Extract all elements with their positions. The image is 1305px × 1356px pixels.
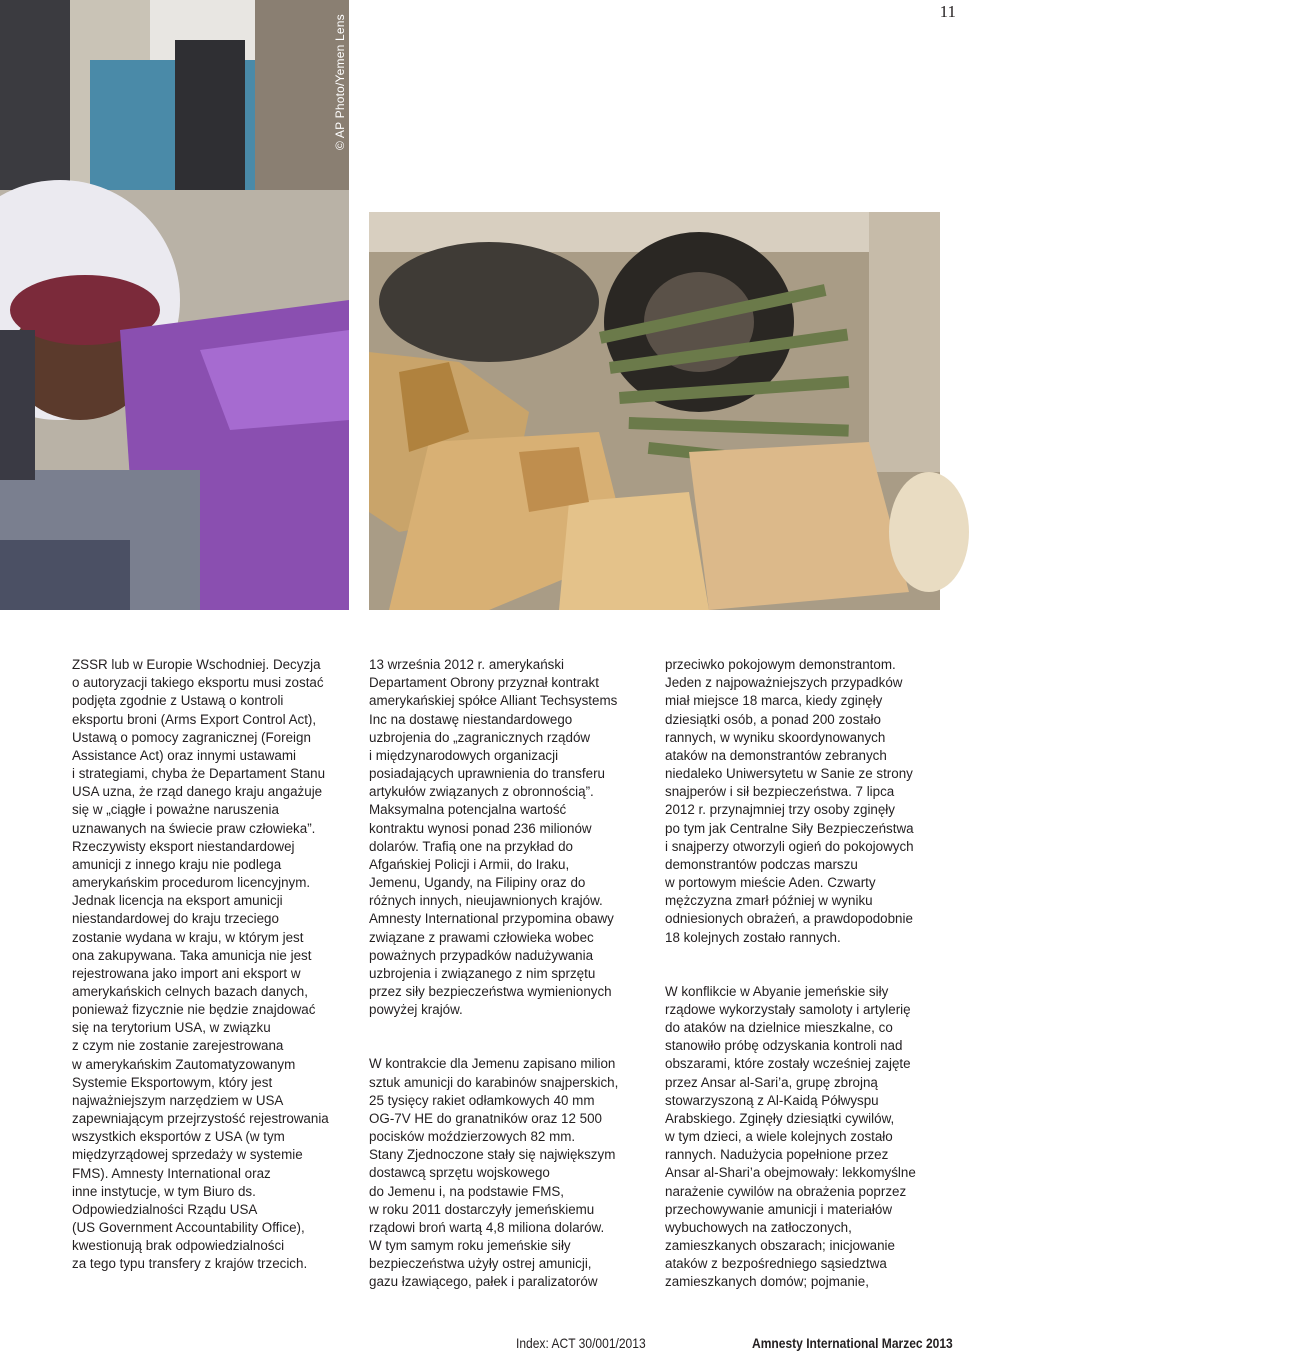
photo-right-image	[369, 212, 940, 610]
photo-right	[369, 212, 1305, 610]
photo-left	[0, 0, 349, 610]
paragraph: przeciwko pokojowym demonstrantom. Jeden z najpoważniejszych przypadków miał miejsce 18 marca, kiedy zginęły dziesiątki osób, a ponad 200 zostało rannych, w wyniku skoordynowanych ataków na demonstrantów zebranych niedaleko Uniwersytetu w Sanie ze strony snajperów i sił bezpieczeństwa. 7 lipca 2012 r. przynajmniej trzy osoby zginęły po tym jak Centralne Siły Bezpieczeństwa i snajperzy otworzyli ogień do pokojowych demonstrantów podczas marszu w portowym mieście Aden. Czwarty mężczyzna zmarł później w wyniku odniesionych obrażeń, a prawdopodobnie 18 kolejnych zostało rannych.	[665, 657, 914, 945]
page-number: 11	[939, 2, 956, 21]
text-column-1	[72, 638, 362, 1292]
footer-index: Index: ACT 30/001/2013	[516, 1335, 646, 1351]
text-column-3	[665, 638, 955, 1310]
photo-left-image	[0, 0, 349, 610]
paragraph: ZSSR lub w Europie Wschodniej. Decyzja o autoryzacji takiego eksportu musi zostać podjęta zgodnie z Ustawą o kontroli eksportu broni (Arms Export Control Act), Ustawą o pomocy zagranicznej (Foreign Assistance Act) oraz innymi ustawami i strategiami, chyba że Departament Stanu USA uzna, że rząd danego kraju angażuje się w „ciągłe i poważne naruszenia uznawanych na świecie praw człowieka”. Rzeczywisty eksport niestandardowej amunicji z innego kraju nie podlega amerykańskim procedurom licencyjnym. Jednak licencja na eksport amunicji niestandardowej do kraju trzeciego zostanie wydana w kraju, w którym jest ona zakupywana. Taka amunicja nie jest rejestrowana jako import ani eksport w amerykańskich celnych bazach danych, ponieważ fizycznie nie będzie znajdować się na terytorium USA, w związku z czym nie zostanie zarejestrowana w amerykańskim Zautomatyzowanym Systemie Eksportowym, który jest najważniejszym narzędziem w USA zapewniającym przejrzystość rejestrowania wszystkich eksportów z USA (w tym międzyrządowej sprzedaży w systemie FMS). Amnesty International oraz inne instytucje, w tym Biuro ds. Odpowiedzialności Rządu USA (US Government Accountability Office), kwestionują brak odpowiedzialności za tego typu transfery z krajów trzecich.	[72, 657, 329, 1272]
footer-title: Amnesty International Marzec 2013	[752, 1335, 953, 1351]
text-column-2	[369, 638, 659, 1310]
paragraph: W konflikcie w Abyanie jemeńskie siły rządowe wykorzystały samoloty i artylerię do ataków na dzielnice mieszkalne, co stanowiło próbę odzyskania kontroli nad obszarami, które zostały wcześniej zajęte przez Ansar al-Sari’a, grupę zbrojną stowarzyszoną z Al-Kaidą Półwyspu Arabskiego. Zginęły dziesiątki cywilów, w tym dzieci, a wiele kolejnych zostało rannych. Nadużycia popełnione przez Ansar al-Shari’a obejmowały: lekkomyślne narażenie cywilów na obrażenia poprzez przechowywanie amunicji i materiałów wybuchowych na zatłoczonych, zamieszkanych obszarach; inicjowanie ataków z bezpośredniego sąsiedztwa zamieszkanych domów; pojmanie,	[665, 983, 916, 1290]
paragraph: W kontrakcie dla Jemenu zapisano milion sztuk amunicji do karabinów snajperskich, 25 tysięcy rakiet odłamkowych 40 mm OG-7V HE do granatników oraz 12 500 pocisków moździerzowych 82 mm. Stany Zjednoczone stały się największym dostawcą sprzętu wojskowego do Jemenu i, na podstawie FMS, w roku 2011 dostarczyły jemeńskiemu rządowi broń wartą 4,8 miliona dolarów. W tym samym roku jemeńskie siły bezpieczeństwa użyły ostrej amunicji, gazu łzawiącego, pałek i paralizatorów	[369, 1056, 619, 1290]
photo-credit-right: © Amnesty International	[1291, 441, 1305, 574]
paragraph: 13 września 2012 r. amerykański Departament Obrony przyznał kontrakt amerykańskiej spółce Alliant Techsystems Inc na dostawę niestandardowego uzbrojenia do „zagranicznych rządów i międzynarodowych organizacji posiadających uprawnienia do transferu artykułów związanych z obronnością”. Maksymalna potencjalna wartość kontraktu wynosi ponad 236 milionów dolarów. Trafią one na przykład do Afgańskiej Policji i Armii, do Iraku, Jemenu, Ugandy, na Filipiny oraz do różnych innych, nieujawnionych krajów. Amnesty International przypomina obawy związane z prawami człowieka wobec poważnych przypadków nadużywania uzbrojenia i związanego z nim sprzętu przez siły bezpieczeństwa wymienionych powyżej krajów.	[369, 657, 618, 1018]
photo-credit-left: © AP Photo/Yemen Lens	[333, 14, 347, 150]
